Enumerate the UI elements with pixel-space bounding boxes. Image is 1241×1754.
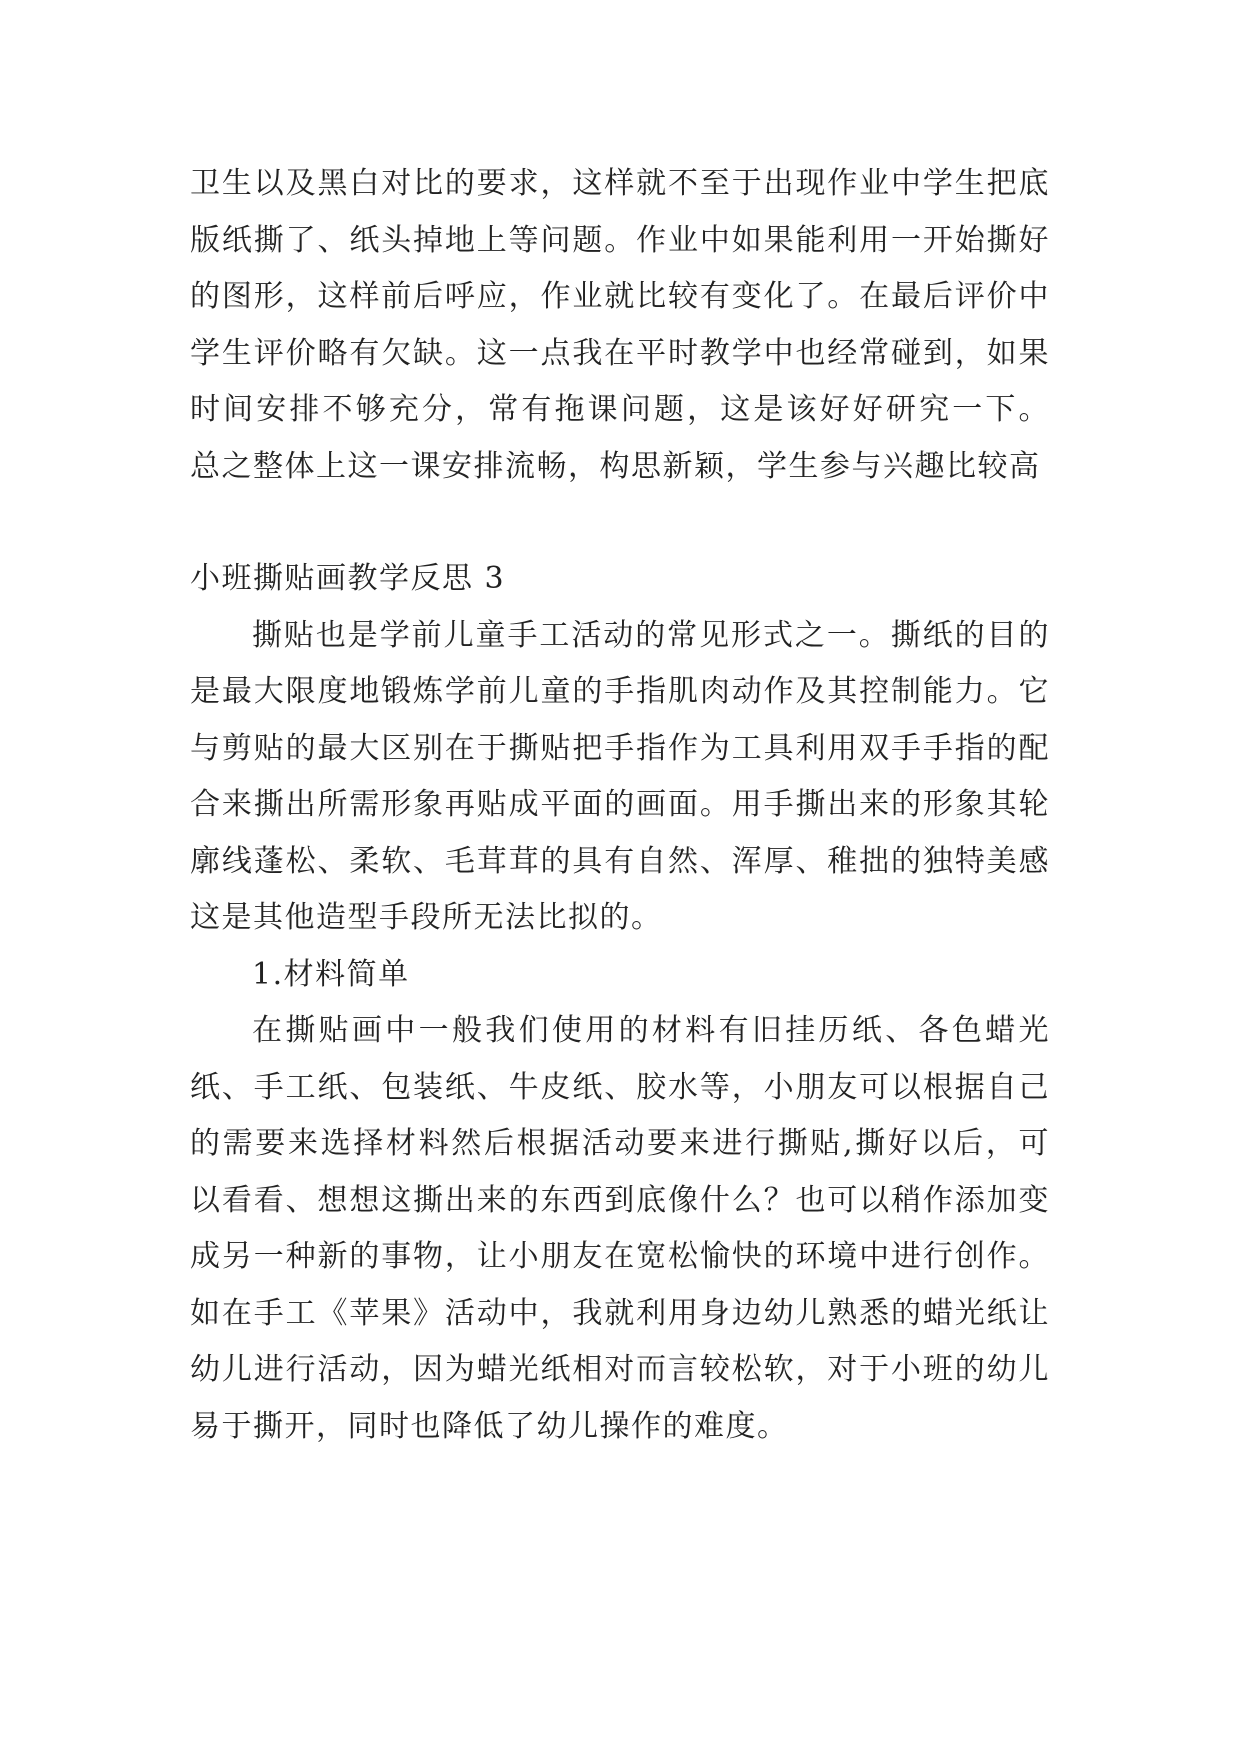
paragraph-materials: 在撕贴画中一般我们使用的材料有旧挂历纸、各色蜡光纸、手工纸、包装纸、牛皮纸、胶水等，小朋友可以根据自己的需要来选择材料然后根据活动要来进行撕贴,撕好以后，可以看看、想想这撕出来的东西到底像什么？也可以稍作添加变成另一种新的事物，让小朋友在宽松愉快的环境中进行创作。如在手工《苹果》活动中，我就利用身边幼儿熟悉的蜡光纸让幼儿进行活动，因为蜡光纸相对而言较松软，对于小班的幼儿易于撕开，同时也降低了幼儿操作的难度。 — [190, 1013, 1050, 1444]
document-body — [190, 156, 1050, 1455]
subheading-materials: 1.材料简单 — [252, 956, 410, 992]
paragraph-intro: 撕贴也是学前儿童手工活动的常见形式之一。撕纸的目的是最大限度地锻炼学前儿童的手指肌肉动作及其控制能力。它与剪贴的最大区别在于撕贴把手指作为工具利用双手手指的配合来撕出所需形象再贴成平面的画面。用手撕出来的形象其轮廓线蓬松、柔软、毛茸茸的具有自然、浑厚、稚拙的独特美感这是其他造型手段所无法比拟的。 — [190, 617, 1050, 935]
section-title: 小班撕贴画教学反思 3 — [190, 561, 506, 596]
paragraph-gap — [190, 495, 1050, 551]
paragraph-continued: 卫生以及黑白对比的要求，这样就不至于出现作业中学生把底版纸撕了、纸头掉地上等问题。作业中如果能利用一开始撕好的图形，这样前后呼应，作业就比较有变化了。在最后评价中学生评价略有欠缺。这一点我在平时教学中也经常碰到，如果时间安排不够充分，常有拖课问题，这是该好好研究一下。 总之整体上这一课安排流畅，构思新颖，学生参与兴趣比较高 — [190, 166, 1050, 484]
